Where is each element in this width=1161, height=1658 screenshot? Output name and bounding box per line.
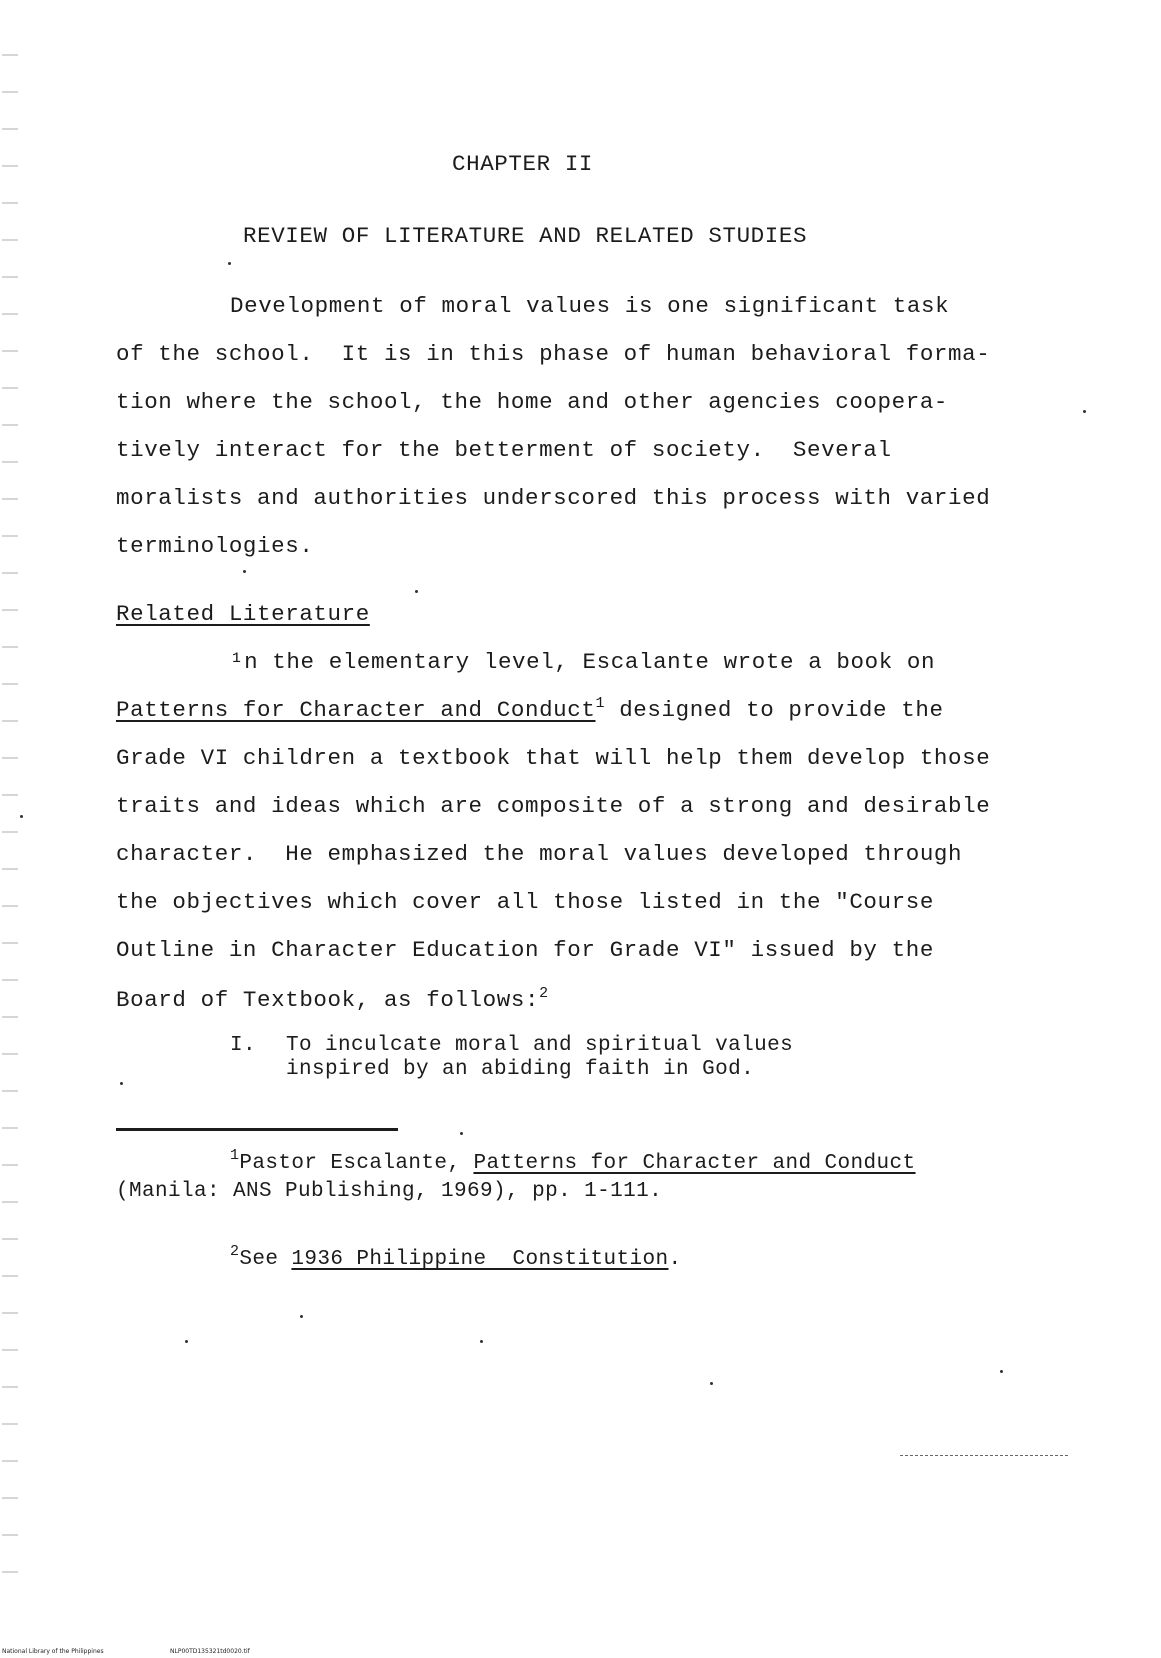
scan-speck	[710, 1382, 713, 1385]
scan-edge-marks	[2, 40, 18, 1580]
footnote-1-line-2: (Manila: ANS Publishing, 1969), pp. 1-111.	[116, 1180, 663, 1203]
footnote-1-number: 1	[230, 1147, 240, 1164]
intro-line-2: of the school. It is in this phase of human behavioral forma-	[116, 341, 991, 367]
footnote-1-line-1	[230, 1147, 916, 1178]
section-heading: Related Literature	[116, 601, 370, 627]
scan-speck	[300, 1315, 303, 1318]
footnote-2-title: 1936 Philippine Constitution	[291, 1248, 669, 1271]
body-line-7: Outline in Character Education for Grade VI" issued by the	[116, 937, 934, 963]
body-line-1: ¹n the elementary level, Escalante wrote a book on	[230, 649, 936, 675]
scan-speck	[1000, 1370, 1003, 1373]
body-line-2-rest: designed to provide the	[605, 697, 944, 723]
footnote-2	[230, 1243, 682, 1274]
chapter-title: REVIEW OF LITERATURE AND RELATED STUDIES	[243, 223, 808, 249]
scan-speck	[185, 1340, 188, 1343]
footnote-2-number: 2	[230, 1243, 240, 1260]
scan-file-label: NLP00TD135321td0020.tif	[170, 1648, 250, 1655]
scan-speck	[1083, 410, 1086, 413]
body-line-3: Grade VI children a textbook that will help them develop those	[116, 745, 991, 771]
scan-bottom-line	[900, 1455, 1068, 1456]
scan-speck	[460, 1132, 463, 1135]
body-line-8-text: Board of Textbook, as follows:	[116, 987, 540, 1013]
body-line-4: traits and ideas which are composite of a strong and desirable	[116, 793, 991, 819]
intro-line-5: moralists and authorities underscored this process with varied	[116, 485, 991, 511]
intro-line-6: terminologies.	[116, 533, 314, 559]
footnote-ref-1: 1	[595, 695, 606, 712]
footnote-ref-2: 2	[539, 985, 549, 1002]
objective-line-1: To inculcate moral and spiritual values	[286, 1034, 794, 1057]
scan-speck	[228, 262, 231, 265]
scan-speck	[20, 815, 23, 818]
body-line-8	[116, 986, 549, 1014]
footnote-2-suffix: .	[668, 1248, 682, 1271]
footnote-separator	[116, 1128, 398, 1131]
objective-line-2: inspired by an abiding faith in God.	[286, 1058, 755, 1081]
objective-numeral: I.	[230, 1034, 257, 1057]
scan-speck	[243, 570, 246, 573]
scan-speck	[480, 1340, 483, 1343]
body-line-6: the objectives which cover all those listed in the "Course	[116, 889, 934, 915]
intro-line-1: Development of moral values is one significant task	[230, 293, 950, 319]
intro-line-4: tively interact for the betterment of society. Several	[116, 437, 892, 463]
scan-source-label: National Library of the Philippines	[2, 1648, 104, 1655]
body-line-5: character. He emphasized the moral values developed through	[116, 841, 963, 867]
footnote-1-title: Patterns for Character and Conduct	[473, 1152, 916, 1175]
intro-line-3: tion where the school, the home and other agencies coopera-	[116, 389, 949, 415]
footnote-2-prefix: See	[239, 1248, 292, 1271]
scan-speck	[415, 590, 418, 593]
book-title: Patterns for Character and Conduct	[116, 697, 596, 723]
body-line-2	[116, 696, 944, 724]
chapter-number: CHAPTER II	[452, 151, 594, 177]
footnote-1-author: Pastor Escalante,	[239, 1152, 474, 1175]
scan-speck	[120, 1082, 123, 1085]
